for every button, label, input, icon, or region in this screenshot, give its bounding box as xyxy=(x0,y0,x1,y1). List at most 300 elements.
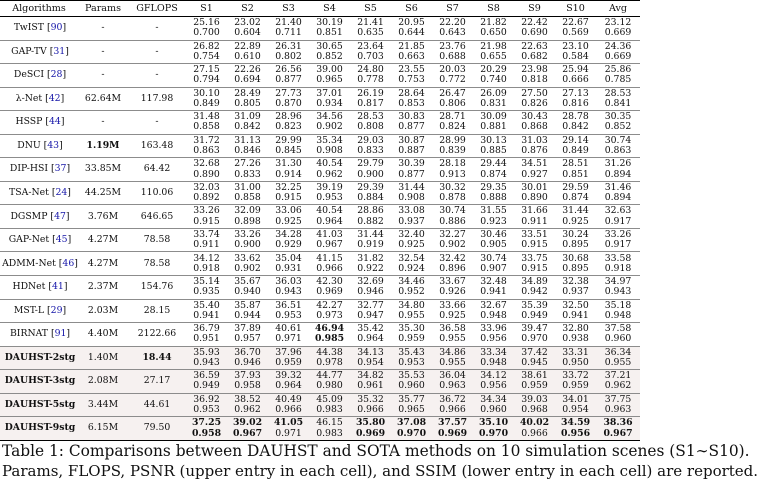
gflops-cell: 646.65 xyxy=(128,205,186,229)
psnr-value: 46.94 xyxy=(314,323,345,335)
citation-link[interactable]: 44 xyxy=(49,116,61,128)
metric-cell xyxy=(596,17,640,41)
psnr-value: 33.66 xyxy=(439,299,466,311)
ssim-value: 0.890 xyxy=(521,192,548,204)
ssim-value: 0.959 xyxy=(562,380,589,392)
psnr-value: 27.73 xyxy=(275,87,302,99)
metric-cell xyxy=(555,252,596,276)
metric-cell xyxy=(268,228,309,252)
algorithm-cell: TSA-Net [24] xyxy=(0,181,78,205)
metric-cell xyxy=(514,393,555,417)
psnr-value: 34.28 xyxy=(275,228,302,240)
ssim-value: 0.959 xyxy=(521,380,548,392)
algorithm-name: DAUHST-2stg xyxy=(4,351,76,363)
citation-link[interactable]: 42 xyxy=(48,92,61,104)
psnr-value: 31.72 xyxy=(193,134,220,146)
ssim-value: 0.900 xyxy=(234,239,261,251)
psnr-value: 29.79 xyxy=(357,158,384,170)
metric-cell xyxy=(514,228,555,252)
ssim-value: 0.884 xyxy=(357,192,384,204)
metric-cell xyxy=(432,17,473,41)
psnr-value: 26.47 xyxy=(439,87,466,99)
ssim-value: 0.950 xyxy=(562,356,589,368)
table-row xyxy=(0,299,640,323)
metric-cell xyxy=(555,393,596,417)
metric-cell xyxy=(473,64,514,88)
psnr-value: 32.68 xyxy=(193,158,220,170)
ssim-value: 0.966 xyxy=(521,427,548,439)
params-cell: - xyxy=(78,64,128,88)
psnr-value: 37.21 xyxy=(604,370,632,382)
ssim-value: 0.941 xyxy=(562,309,589,321)
ssim-value: 0.925 xyxy=(562,215,589,227)
params-cell: 44.25M xyxy=(78,181,128,205)
ssim-value: 0.969 xyxy=(355,427,386,439)
ssim-value: 0.941 xyxy=(193,309,220,321)
metric-cell xyxy=(309,393,350,417)
citation-link[interactable]: 37 xyxy=(54,163,67,175)
metric-cell xyxy=(596,40,640,64)
ssim-value: 0.927 xyxy=(521,168,548,180)
metric-cell xyxy=(309,417,350,441)
params-cell: - xyxy=(78,17,128,41)
column-header: S1 xyxy=(186,1,227,17)
psnr-value: 23.10 xyxy=(562,40,589,52)
table-row xyxy=(0,64,640,88)
citation-link[interactable]: 47 xyxy=(54,210,66,222)
psnr-value: 32.27 xyxy=(439,228,466,240)
metric-cell xyxy=(268,393,309,417)
metric-cell xyxy=(555,299,596,323)
metric-cell xyxy=(186,228,227,252)
psnr-value: 32.48 xyxy=(480,276,507,288)
psnr-value: 37.57 xyxy=(437,417,468,429)
psnr-value: 31.13 xyxy=(234,134,261,146)
metric-cell xyxy=(514,158,555,182)
psnr-value: 24.80 xyxy=(357,64,384,76)
ssim-value: 0.694 xyxy=(234,74,261,86)
psnr-value: 36.58 xyxy=(439,323,466,335)
psnr-value: 33.74 xyxy=(193,228,220,240)
algorithm-name: HDNet xyxy=(12,281,46,293)
psnr-value: 30.68 xyxy=(562,252,589,264)
algorithm-cell xyxy=(0,393,78,417)
psnr-value: 35.14 xyxy=(193,276,220,288)
ssim-value: 0.914 xyxy=(275,168,302,180)
ssim-value: 0.953 xyxy=(398,356,425,368)
params-cell: 3.44M xyxy=(78,393,128,417)
metric-cell xyxy=(555,370,596,394)
algorithm-name: HSSP xyxy=(15,116,43,128)
params-cell: 1.19M xyxy=(78,134,128,158)
metric-cell xyxy=(268,40,309,64)
psnr-value: 34.01 xyxy=(562,393,589,405)
algorithm-name: DeSCI xyxy=(13,69,45,81)
metric-cell xyxy=(514,40,555,64)
psnr-value: 23.02 xyxy=(234,17,261,29)
column-header: Params xyxy=(78,1,128,17)
psnr-value: 30.13 xyxy=(480,134,507,146)
metric-cell xyxy=(473,158,514,182)
ssim-value: 0.881 xyxy=(480,121,507,133)
metric-cell xyxy=(186,64,227,88)
psnr-value: 31.55 xyxy=(480,205,507,217)
ssim-value: 0.958 xyxy=(234,380,261,392)
ssim-value: 0.915 xyxy=(521,239,548,251)
metric-cell xyxy=(473,40,514,64)
ssim-value: 0.842 xyxy=(562,121,589,133)
algorithm-cell: DIP-HSI [37] xyxy=(0,158,78,182)
metric-cell xyxy=(227,346,268,370)
metric-cell xyxy=(432,276,473,300)
psnr-value: 31.46 xyxy=(604,181,632,193)
psnr-value: 28.49 xyxy=(234,87,261,99)
metric-cell xyxy=(350,252,391,276)
gflops-cell: 18.44 xyxy=(128,346,186,370)
metric-cell xyxy=(473,417,514,441)
params-cell: - xyxy=(78,40,128,64)
ssim-value: 0.754 xyxy=(193,50,220,62)
metric-cell xyxy=(432,393,473,417)
metric-cell xyxy=(514,205,555,229)
metric-cell xyxy=(514,64,555,88)
ssim-value: 0.849 xyxy=(562,145,589,156)
ssim-value: 0.824 xyxy=(439,121,466,133)
psnr-value: 40.54 xyxy=(316,205,343,217)
psnr-value: 35.30 xyxy=(398,323,425,335)
ssim-value: 0.960 xyxy=(480,404,507,416)
psnr-value: 30.43 xyxy=(521,111,548,123)
psnr-value: 29.39 xyxy=(357,181,384,193)
psnr-value: 31.82 xyxy=(357,252,384,264)
metric-cell xyxy=(596,346,640,370)
ssim-value: 0.943 xyxy=(604,286,632,298)
ssim-value: 0.851 xyxy=(316,27,343,39)
psnr-value: 32.67 xyxy=(480,299,507,311)
psnr-value: 33.62 xyxy=(234,252,261,264)
psnr-value: 35.40 xyxy=(193,299,220,311)
table-row xyxy=(0,393,640,417)
metric-cell xyxy=(391,134,432,158)
psnr-value: 34.46 xyxy=(398,276,425,288)
ssim-value: 0.833 xyxy=(357,145,384,156)
metric-cell xyxy=(391,346,432,370)
metric-cell xyxy=(309,228,350,252)
psnr-value: 30.35 xyxy=(604,111,632,123)
params-cell: 2.03M xyxy=(78,299,128,323)
metric-cell xyxy=(186,323,227,347)
table-row xyxy=(0,181,640,205)
psnr-value: 31.00 xyxy=(234,181,261,193)
psnr-value: 30.39 xyxy=(398,158,425,170)
psnr-value: 29.03 xyxy=(357,134,384,146)
psnr-value: 31.44 xyxy=(398,181,425,193)
ssim-value: 0.958 xyxy=(191,427,222,439)
algorithm-cell: ADMM-Net [46] xyxy=(0,252,78,276)
metric-cell xyxy=(514,111,555,135)
ssim-value: 0.877 xyxy=(398,168,425,180)
ssim-value: 0.966 xyxy=(316,262,343,274)
psnr-value: 29.59 xyxy=(562,181,589,193)
ssim-value: 0.849 xyxy=(193,97,220,109)
citation-link[interactable]: 28 xyxy=(50,69,63,81)
algorithm-name: DIP-HSI xyxy=(9,163,49,175)
metric-cell xyxy=(268,134,309,158)
ssim-value: 0.805 xyxy=(234,97,261,109)
metric-cell xyxy=(309,323,350,347)
psnr-value: 28.78 xyxy=(562,111,589,123)
ssim-value: 0.753 xyxy=(398,74,425,86)
metric-cell xyxy=(309,134,350,158)
ssim-value: 0.892 xyxy=(193,192,220,204)
psnr-value: 40.49 xyxy=(275,393,302,405)
ssim-value: 0.905 xyxy=(480,239,507,251)
psnr-value: 36.03 xyxy=(275,276,302,288)
metric-cell xyxy=(227,158,268,182)
ssim-value: 0.711 xyxy=(275,27,302,39)
psnr-value: 46.15 xyxy=(316,417,343,429)
ssim-value: 0.966 xyxy=(439,404,466,416)
gflops-cell: 79.50 xyxy=(128,417,186,441)
table-row xyxy=(0,17,640,41)
metric-cell xyxy=(432,158,473,182)
ssim-value: 0.663 xyxy=(398,50,425,62)
psnr-value: 37.89 xyxy=(234,323,261,335)
metric-cell xyxy=(268,252,309,276)
ssim-value: 0.959 xyxy=(275,356,302,368)
ssim-value: 0.965 xyxy=(316,74,343,86)
algorithm-cell: HSSP [44] xyxy=(0,111,78,135)
ssim-value: 0.604 xyxy=(234,27,261,39)
table-row xyxy=(0,205,640,229)
psnr-value: 27.50 xyxy=(521,87,548,99)
metric-cell xyxy=(309,181,350,205)
ssim-value: 0.902 xyxy=(234,262,261,274)
psnr-value: 31.26 xyxy=(604,158,632,170)
ssim-value: 0.971 xyxy=(275,333,302,345)
metric-cell xyxy=(227,111,268,135)
ssim-value: 0.870 xyxy=(275,97,302,109)
psnr-value: 30.74 xyxy=(439,205,466,217)
metric-cell xyxy=(268,87,309,111)
ssim-value: 0.968 xyxy=(521,404,548,416)
column-header: S5 xyxy=(350,1,391,17)
ssim-value: 0.846 xyxy=(234,145,261,156)
metric-cell xyxy=(227,205,268,229)
ssim-value: 0.895 xyxy=(562,262,589,274)
ssim-value: 0.913 xyxy=(439,168,466,180)
psnr-value: 34.51 xyxy=(521,158,548,170)
ssim-value: 0.863 xyxy=(604,145,632,156)
psnr-value: 36.92 xyxy=(193,393,220,405)
ssim-value: 0.956 xyxy=(480,333,507,345)
metric-cell xyxy=(432,40,473,64)
ssim-value: 0.962 xyxy=(316,168,343,180)
ssim-value: 0.852 xyxy=(316,50,343,62)
ssim-value: 0.690 xyxy=(521,27,548,39)
metric-cell xyxy=(555,228,596,252)
metric-cell xyxy=(268,111,309,135)
psnr-value: 20.03 xyxy=(439,64,466,76)
psnr-value: 27.15 xyxy=(193,64,220,76)
metric-cell xyxy=(309,158,350,182)
psnr-value: 37.08 xyxy=(396,417,427,429)
metric-cell xyxy=(514,370,555,394)
psnr-value: 28.96 xyxy=(275,111,302,123)
metric-cell xyxy=(227,417,268,441)
psnr-value: 41.15 xyxy=(316,252,343,264)
metric-cell xyxy=(186,111,227,135)
ssim-value: 0.833 xyxy=(234,168,261,180)
algorithm-name: TSA-Net xyxy=(9,187,49,198)
metric-cell xyxy=(350,87,391,111)
metric-cell xyxy=(596,417,640,441)
params-cell: 4.27M xyxy=(78,252,128,276)
psnr-value: 35.04 xyxy=(275,252,302,264)
ssim-value: 0.888 xyxy=(480,192,507,204)
ssim-value: 0.964 xyxy=(357,333,384,345)
citation-link[interactable]: 29 xyxy=(50,304,63,316)
metric-cell xyxy=(391,276,432,300)
metric-cell xyxy=(514,17,555,41)
ssim-value: 0.851 xyxy=(562,168,589,180)
citation-link[interactable]: 91 xyxy=(54,328,67,340)
metric-cell xyxy=(309,17,350,41)
metric-cell xyxy=(432,87,473,111)
psnr-value: 27.26 xyxy=(234,158,261,170)
psnr-value: 28.18 xyxy=(439,158,466,170)
table-row xyxy=(0,346,640,370)
psnr-value: 30.74 xyxy=(604,134,632,146)
ssim-value: 0.682 xyxy=(521,50,548,62)
metric-cell xyxy=(473,134,514,158)
algorithm-cell: BIRNAT [91] xyxy=(0,323,78,347)
algorithm-name: TwIST xyxy=(13,22,44,34)
psnr-value: 39.19 xyxy=(316,181,343,193)
psnr-value: 36.04 xyxy=(439,370,466,382)
psnr-value: 20.29 xyxy=(480,64,507,76)
algorithm-cell xyxy=(0,417,78,441)
ssim-value: 0.948 xyxy=(480,356,507,368)
citation-link[interactable]: 24 xyxy=(55,187,68,198)
metric-cell xyxy=(186,276,227,300)
ssim-value: 0.911 xyxy=(193,239,220,251)
ssim-value: 0.852 xyxy=(604,121,632,133)
metric-cell xyxy=(391,205,432,229)
metric-cell xyxy=(268,346,309,370)
ssim-value: 0.946 xyxy=(234,356,261,368)
metric-cell xyxy=(227,64,268,88)
psnr-value: 34.80 xyxy=(398,299,425,311)
table-row xyxy=(0,134,640,158)
psnr-value: 31.03 xyxy=(521,134,548,146)
metric-cell xyxy=(186,370,227,394)
gflops-cell: - xyxy=(128,40,186,64)
ssim-value: 0.826 xyxy=(521,97,548,109)
ssim-value: 0.669 xyxy=(604,27,632,39)
algorithm-cell: GAP-TV [31] xyxy=(0,40,78,64)
psnr-value: 38.61 xyxy=(521,370,548,382)
metric-cell xyxy=(473,205,514,229)
citation-link[interactable]: 90 xyxy=(50,22,63,34)
citation-link[interactable]: 41 xyxy=(52,281,64,293)
column-header: S4 xyxy=(309,1,350,17)
citation-link[interactable]: 46 xyxy=(62,257,75,269)
ssim-value: 0.900 xyxy=(357,168,384,180)
ssim-value: 0.970 xyxy=(478,427,509,439)
psnr-value: 28.86 xyxy=(357,205,384,217)
metric-cell xyxy=(391,417,432,441)
ssim-value: 0.970 xyxy=(521,333,548,345)
psnr-value: 30.24 xyxy=(562,228,589,240)
metric-cell xyxy=(473,346,514,370)
metric-cell xyxy=(555,417,596,441)
psnr-value: 37.58 xyxy=(604,323,632,335)
gflops-cell: 117.98 xyxy=(128,87,186,111)
table-row xyxy=(0,158,640,182)
psnr-value: 35.93 xyxy=(193,346,220,358)
citation-link[interactable]: 43 xyxy=(47,139,60,151)
psnr-value: 41.05 xyxy=(273,417,304,429)
ssim-value: 0.918 xyxy=(193,262,220,274)
psnr-value: 37.93 xyxy=(234,370,261,382)
metric-cell xyxy=(473,299,514,323)
params-cell: 3.76M xyxy=(78,205,128,229)
psnr-value: 33.58 xyxy=(604,252,632,264)
metric-cell xyxy=(432,299,473,323)
ssim-value: 0.886 xyxy=(439,215,466,227)
ssim-value: 0.967 xyxy=(316,239,343,251)
ssim-value: 0.942 xyxy=(521,286,548,298)
psnr-value: 33.08 xyxy=(398,205,425,217)
psnr-value: 35.10 xyxy=(478,417,509,429)
psnr-value: 36.59 xyxy=(193,370,220,382)
citation-link[interactable]: 31 xyxy=(53,45,66,57)
metric-cell xyxy=(186,299,227,323)
psnr-value: 23.98 xyxy=(521,64,548,76)
ssim-value: 0.965 xyxy=(398,404,425,416)
ssim-value: 0.925 xyxy=(275,215,302,227)
psnr-value: 33.26 xyxy=(234,228,261,240)
psnr-value: 36.34 xyxy=(604,346,632,358)
psnr-value: 32.63 xyxy=(604,205,632,217)
ssim-value: 0.915 xyxy=(521,262,548,274)
psnr-value: 23.12 xyxy=(604,17,632,29)
metric-cell xyxy=(350,181,391,205)
ssim-value: 0.983 xyxy=(316,404,343,416)
algorithm-cell: MST-L [29] xyxy=(0,299,78,323)
gflops-cell: - xyxy=(128,17,186,41)
psnr-value: 26.82 xyxy=(193,40,220,52)
header-row xyxy=(0,1,640,17)
psnr-value: 22.20 xyxy=(439,17,466,29)
ssim-value: 0.945 xyxy=(521,356,548,368)
ssim-value: 0.831 xyxy=(480,97,507,109)
algorithm-cell xyxy=(0,346,78,370)
metric-cell xyxy=(596,158,640,182)
ssim-value: 0.917 xyxy=(604,239,632,251)
psnr-value: 34.12 xyxy=(480,370,507,382)
citation-link[interactable]: 45 xyxy=(55,234,68,246)
metric-cell xyxy=(432,134,473,158)
metric-cell xyxy=(227,393,268,417)
ssim-value: 0.966 xyxy=(357,404,384,416)
metric-cell xyxy=(432,111,473,135)
algorithm-cell xyxy=(0,370,78,394)
psnr-value: 40.02 xyxy=(519,417,550,429)
ssim-value: 0.962 xyxy=(234,404,261,416)
metric-cell xyxy=(473,111,514,135)
